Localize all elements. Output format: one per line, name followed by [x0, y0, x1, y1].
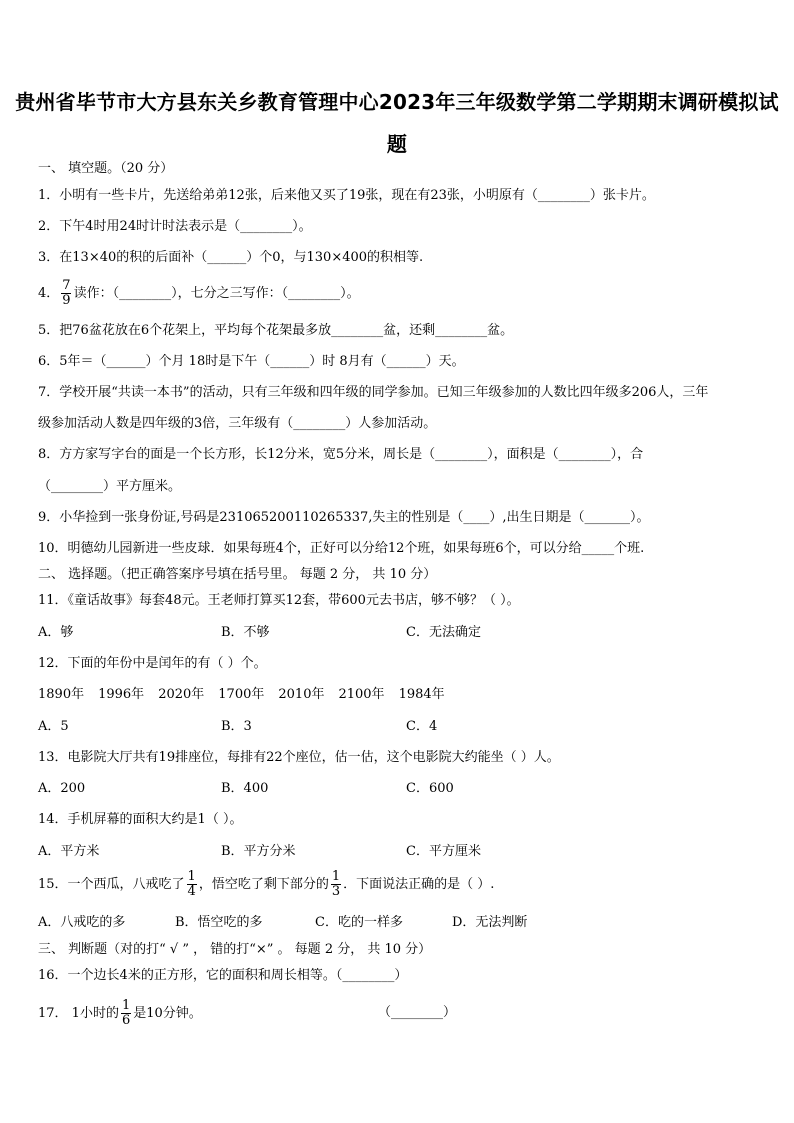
question-15-text-middle: ，悟空吃了剩下部分的 [198, 877, 329, 892]
year-item: 1700年 [218, 687, 265, 702]
section-true-false-heading: 三、 判断题（对的打“ √ ” ， 错的打“×” 。 每题 2 分， 共 10 分） [38, 942, 432, 957]
q15-option-d: D．无法判断 [452, 915, 528, 930]
q14-option-c: C．平方厘米 [406, 844, 481, 859]
q11-option-c: C．无法确定 [406, 625, 481, 640]
fraction-numerator: 1 [187, 869, 196, 884]
question-9: 9．小华捡到一张身份证,号码是231065200110265337,失主的性别是（____）,出生日期是（_______）。 [38, 510, 650, 525]
fraction-one-quarter [187, 870, 197, 899]
fraction-numerator: 1 [331, 869, 341, 884]
question-17-text-start: 17． 1小时的 [38, 1006, 119, 1021]
year-item: 1996年 [98, 687, 145, 702]
page-title-continued: 题 [386, 132, 408, 156]
question-7-line-1: 7．学校开展“共读一本书”的活动，只有三年级和四年级的同学参加。已知三年级参加的人数比四年级多206人，三年 [38, 385, 709, 400]
question-2: 2．下午4时用24时计时法表示是（________）。 [38, 219, 312, 234]
question-4 [38, 279, 360, 308]
question-3: 3．在13×40的积的后面补（______）个0，与130×400的积相等. [38, 250, 424, 265]
question-7-line-2: 级参加活动人数是四年级的3倍，三年级有（________）人参加活动。 [38, 416, 437, 431]
question-11: 11．《童话故事》每套48元。王老师打算买12套，带600元去书店，够不够？（ ）。 [38, 593, 520, 608]
q13-option-a: A．200 [38, 781, 86, 796]
q15-option-b: B．悟空吃的多 [175, 915, 263, 930]
q11-option-a: A．够 [38, 625, 74, 640]
year-item: 1984年 [398, 687, 445, 702]
fraction-numerator: 7 [62, 278, 71, 293]
q12-option-b: B．3 [221, 719, 252, 734]
section-fill-blank-heading: 一、 填空题。（20 分） [38, 161, 174, 176]
fraction-numerator: 1 [121, 998, 131, 1013]
question-10: 10．明德幼儿园新进一些皮球．如果每班4个，正好可以分给12个班，如果每班6个，可以分给_____个班. [38, 541, 645, 556]
year-item: 1890年 [38, 687, 85, 702]
question-17-answer-blank: （________） [378, 1005, 457, 1020]
fraction-seven-ninths [61, 279, 71, 308]
q12-year-list [38, 686, 459, 704]
fraction-one-third [331, 870, 341, 899]
question-1: 1．小明有一些卡片，先送给弟弟12张，后来他又买了19张，现在有23张，小明原有（________）张卡片。 [38, 188, 655, 203]
q12-option-a: A．5 [38, 719, 69, 734]
q12-option-c: C．4 [406, 719, 438, 734]
question-16: 16．一个边长4米的正方形，它的面积和周长相等。（________） [38, 968, 408, 983]
year-item: 2100年 [338, 687, 385, 702]
year-item: 2010年 [278, 687, 325, 702]
q13-option-b: B．400 [221, 781, 269, 796]
q14-option-b: B．平方分米 [221, 844, 296, 859]
question-12: 12．下面的年份中是闰年的有（ ）个。 [38, 656, 267, 671]
question-5: 5．把76盆花放在6个花架上，平均每个花架最多放________盆，还剩________盆。 [38, 323, 514, 338]
fraction-denominator: 3 [331, 884, 341, 899]
q15-option-a: A．八戒吃的多 [38, 915, 126, 930]
q15-option-c: C．吃的一样多 [315, 915, 403, 930]
fraction-denominator: 9 [62, 293, 71, 308]
fraction-denominator: 6 [121, 1013, 131, 1028]
page-title: 贵州省毕节市大方县东关乡教育管理中心2023年三年级数学第二学期期末调研模拟试 [15, 90, 779, 114]
question-17 [38, 999, 202, 1028]
question-4-text: 读作：（________），七分之三写作：（________）。 [73, 286, 360, 301]
question-8-line-1: 8．方方家写字台的面是一个长方形，长12分米，宽5分米，周长是（________），面积是（________），合 [38, 447, 644, 462]
question-17-text-end: 是10分钟。 [133, 1006, 202, 1021]
question-15 [38, 870, 494, 899]
q13-option-c: C．600 [406, 781, 454, 796]
question-15-text-start: 15．一个西瓜，八戒吃了 [38, 877, 185, 892]
q14-option-a: A．平方米 [38, 844, 100, 859]
fraction-denominator: 4 [187, 884, 196, 899]
question-8-line-2: （________）平方厘米。 [38, 479, 182, 494]
q11-option-b: B．不够 [221, 625, 270, 640]
year-item: 2020年 [158, 687, 205, 702]
question-4-number: 4． [38, 286, 60, 301]
question-14: 14．手机屏幕的面积大约是1（ ）。 [38, 812, 243, 827]
question-15-text-end: ．下面说法正确的是（ ）. [343, 877, 495, 892]
fraction-one-sixth [121, 999, 131, 1028]
question-13: 13．电影院大厅共有19排座位，每排有22个座位，估一估，这个电影院大约能坐（ ）人。 [38, 750, 560, 765]
section-choice-heading: 二、 选择题。（把正确答案序号填在括号里。 每题 2 分， 共 10 分） [38, 567, 437, 582]
question-6: 6．5年＝（______）个月 18时是下午（______）时 8月有（______）天。 [38, 354, 465, 369]
